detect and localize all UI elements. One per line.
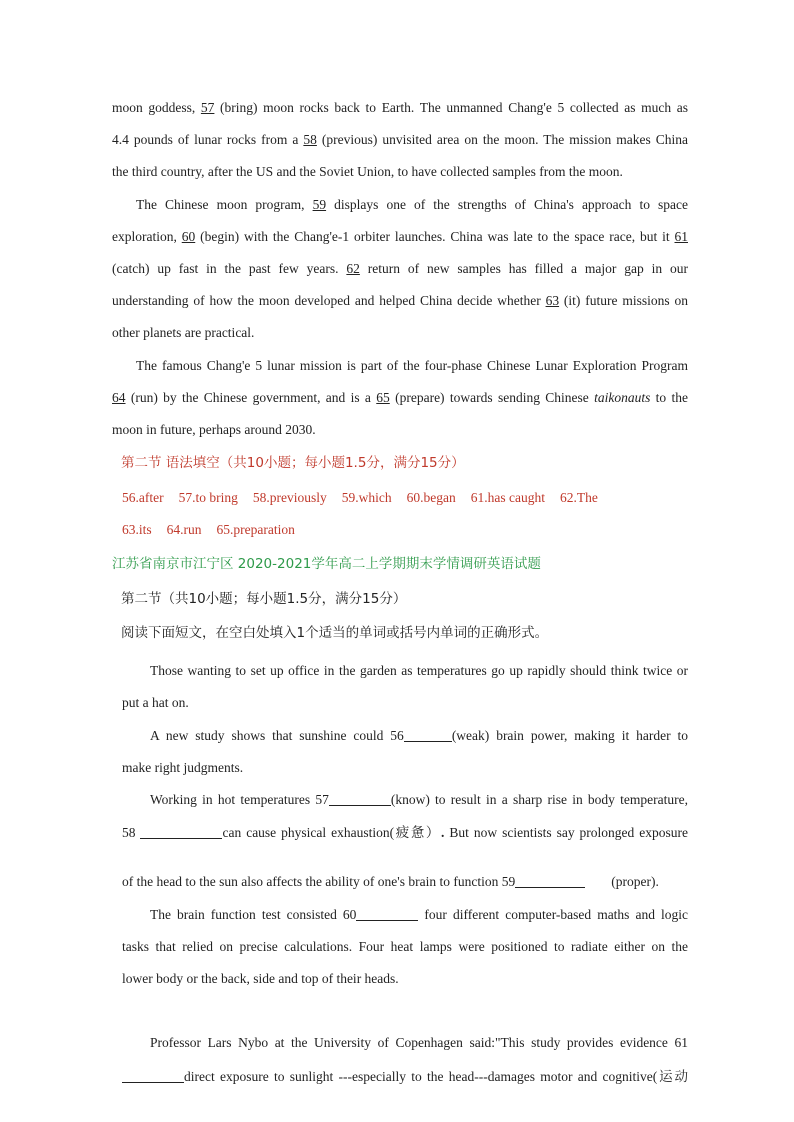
answer-section-heading: 第二节 语法填空（共10小题；每小题1.5分，满分15分） [121,455,465,471]
passage1-p2-line5: other planets are practical. [112,325,255,340]
passage2-p3-line1: Working in hot temperatures 57 (know) to result in a sharp rise in body temperature, [150,792,689,807]
passage1-p1-line3: the third country, after the US and the Soviet Union, to have collected samples from the moon. [112,164,623,179]
blank-60-answer-number: 60 [181,229,196,244]
answer-65: 65.preparation [216,522,295,537]
answer-57: 57.to bring [178,490,238,505]
answer-64: 64.run [166,522,202,537]
blank-57-answer-number: 57 [200,100,215,115]
answer-59: 59.which [341,490,392,505]
passage2-p4-line1: The brain function test consisted 60 four different computer-based maths and logic [150,907,688,922]
answer-60: 60.began [406,490,456,505]
answer-63: 63.its [122,522,152,537]
blank-59-input[interactable] [515,873,585,888]
passage2-p2-line1: A new study shows that sunshine could 56 (weak) brain power, making it harder to [150,728,688,743]
answer-key-line2 [122,521,310,539]
passage2-p1-line2: put a hat on. [122,695,189,710]
blank-60-input[interactable] [356,906,418,921]
passage1-p2-line3: (catch) up fast in the past few years. 62 return of new samples has filled a major gap in our [112,261,689,276]
answer-58: 58.previously [252,490,327,505]
source-title: 江苏省南京市江宁区 2020-2021学年高二上学期期末学情调研英语试题 [112,556,541,572]
passage1-p1-line1: moon goddess, 57 (bring) moon rocks back to Earth. The unmanned Chang'e 5 collected as much as [112,100,688,115]
blank-59-answer-number: 59 [312,197,327,212]
passage1-p2-line1: The Chinese moon program, 59 displays one of the strengths of China's approach to space [136,197,689,212]
blank-56-input[interactable] [404,727,452,742]
passage2-p5-line1: Professor Lars Nybo at the University of Copenhagen said:"This study provides evidence 61 [150,1035,688,1050]
blank-63-answer-number: 63 [545,293,560,308]
passage1-p1-line2: 4.4 pounds of lunar rocks from a 58 (previous) unvisited area on the moon. The mission makes China [112,132,689,147]
passage2-p4-line3: lower body or the back, side and top of their heads. [122,971,399,986]
passage2-p3-line2: 58 can cause physical exhaustion(疲惫）. But now scientists say prolonged exposure [122,825,688,840]
blank-58-input[interactable] [140,824,222,839]
blank-57-input[interactable] [329,791,391,806]
blank-65-answer-number: 65 [376,390,390,405]
passage1-p3-line2: 64 (run) by the Chinese government, and is a 65 (prepare) towards sending Chinese taikonauts to the [112,390,688,405]
passage1-p2-line2: exploration, 60 (begin) with the Chang'e-1 orbiter launches. China was late to the space race, but it 61 [112,229,688,244]
section2-heading: 第二节（共10小题；每小题1.5分，满分15分） [121,591,407,607]
passage2-p4-line2: tasks that relied on precise calculations. Four heat lamps were positioned to radiate either on the [122,939,688,954]
section2-instruction: 阅读下面短文，在空白处填入1个适当的单词或括号内单词的正确形式。 [121,625,549,641]
answer-key-line1 [122,489,613,507]
answer-62: 62.The [559,490,598,505]
blank-64-answer-number: 64 [112,390,126,405]
answer-56: 56.after [122,490,164,505]
answer-61: 61.has caught [470,490,545,505]
passage1-p3-line1: The famous Chang'e 5 lunar mission is part of the four-phase Chinese Lunar Exploration Program [136,358,688,373]
passage2-p3-line3: of the head to the sun also affects the ability of one's brain to function 59 (proper). [122,874,659,889]
passage2-p1-line1: Those wanting to set up office in the garden as temperatures go up rapidly should think twice or [150,663,688,678]
passage1-p2-line4: understanding of how the moon developed and helped China decide whether 63 (it) future missions on [112,293,688,308]
blank-61-input[interactable] [122,1068,184,1083]
blank-62-answer-number: 62 [346,261,360,276]
passage1-p3-line3: moon in future, perhaps around 2030. [112,422,316,437]
passage2-p5-line2: direct exposure to sunlight ---especially to the head---damages motor and cognitive(运动 [122,1068,688,1086]
passage2-p2-line2: make right judgments. [122,760,244,775]
blank-58-answer-number: 58 [303,132,317,147]
blank-61-answer-number: 61 [674,229,688,244]
